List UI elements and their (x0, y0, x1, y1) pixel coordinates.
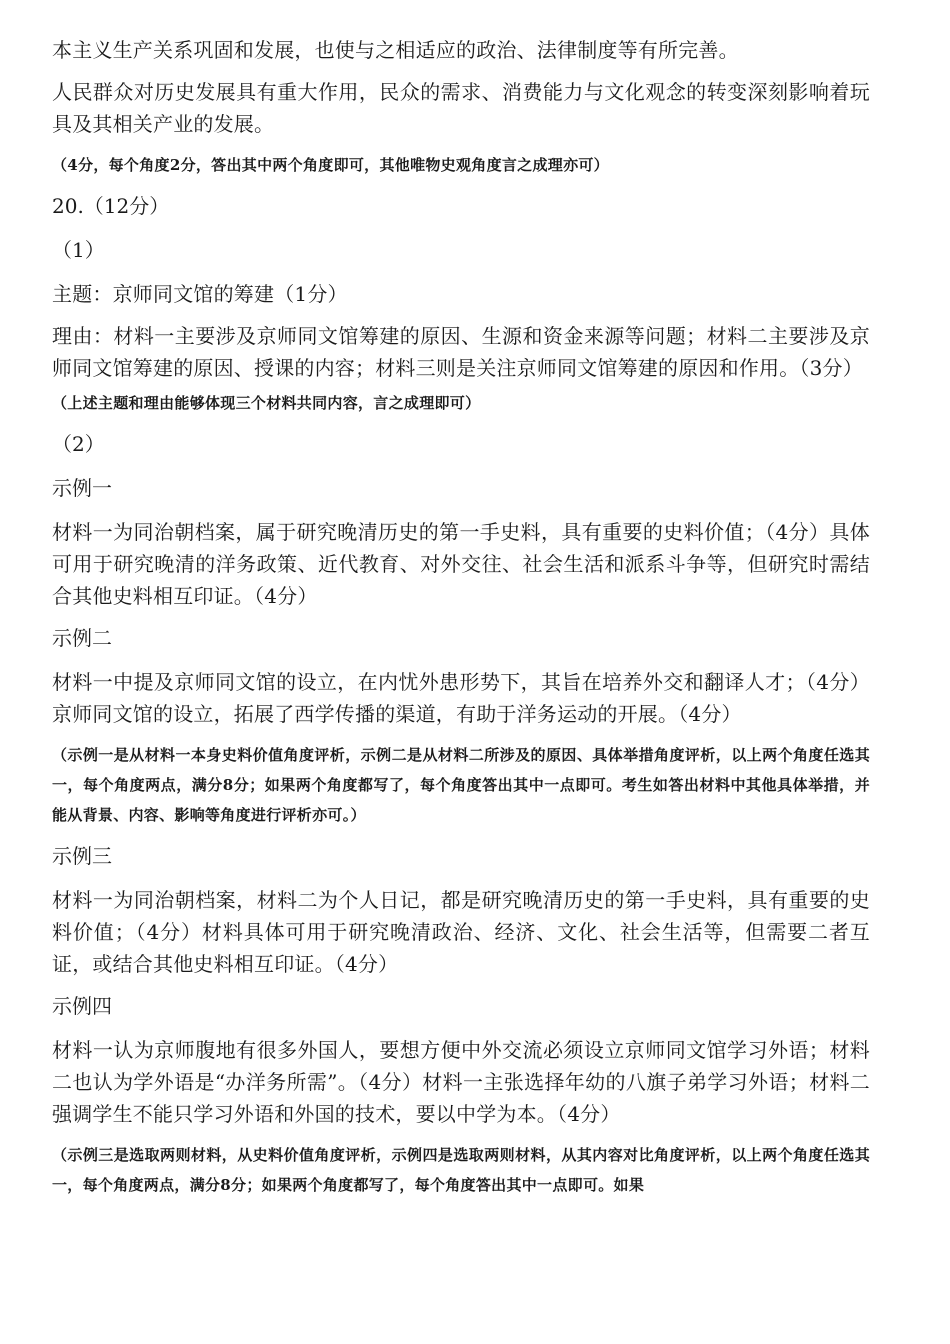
reason-paragraph: 理由：材料一主要涉及京师同文馆筹建的原因、生源和资金来源等问题；材料二主要涉及京师同文馆筹建的原因、授课的内容；材料三则是关注京师同文馆筹建的原因和作用。（3分） (52, 324, 870, 380)
paragraph-continuation: 本主义生产关系巩固和发展，也使与之相适应的政治、法律制度等有所完善。 (52, 38, 739, 62)
example-2-title: 示例二 (52, 626, 112, 650)
example-4-text: 材料一认为京师腹地有很多外国人，要想方便中外交流必须设立京师同文馆学习外语；材料二也认为学外语是“办洋务所需”。（4分）材料一主张选择年幼的八旗子弟学习外语；材料二强调学生不能只学习外语和外国的技术，要以中学为本。（4分） (52, 1038, 870, 1126)
example-3-title: 示例三 (52, 844, 112, 868)
example-4-title: 示例四 (52, 994, 112, 1018)
part-1-label: （1） (52, 238, 105, 262)
theme-scoring-note: （上述主题和理由能够体现三个材料共同内容，言之成理即可） (52, 394, 481, 412)
question-20-title: 20.（12分） (52, 194, 170, 218)
examples-1-2-scoring-note: （示例一是从材料一本身史料价值角度评析，示例二是从材料二所涉及的原因、具体举措角度评析，以上两个角度任选其一，每个角度两点，满分8分；如果两个角度都写了，每个角度答出其中一点即可。考生如答出材料中其他具体举措，并能从背景、内容、影响等角度进行评析亦可。） (52, 746, 870, 824)
paragraph-masses: 人民群众对历史发展具有重大作用，民众的需求、消费能力与文化观念的转变深刻影响着玩具及其相关产业的发展。 (52, 80, 870, 136)
theme-line: 主题：京师同文馆的筹建（1分） (52, 282, 348, 306)
example-3-text: 材料一为同治朝档案，材料二为个人日记，都是研究晚清历史的第一手史料，具有重要的史料价值；（4分）材料具体可用于研究晚清政治、经济、文化、社会生活等，但需要二者互证，或结合其他史料相互印证。（4分） (52, 888, 870, 976)
part-2-label: （2） (52, 432, 105, 456)
example-1-text: 材料一为同治朝档案，属于研究晚清历史的第一手史料，具有重要的史料价值；（4分）具体可用于研究晚清的洋务政策、近代教育、对外交往、社会生活和派系斗争等，但研究时需结合其他史料相互印证。（4分） (52, 520, 870, 608)
example-1-title: 示例一 (52, 476, 112, 500)
example-2-text: 材料一中提及京师同文馆的设立，在内忧外患形势下，其旨在培养外交和翻译人才；（4分）京师同文馆的设立，拓展了西学传播的渠道，有助于洋务运动的开展。（4分） (52, 670, 870, 726)
examples-3-4-scoring-note: （示例三是选取两则材料，从史料价值角度评析，示例四是选取两则材料，从其内容对比角度评析，以上两个角度任选其一，每个角度两点，满分8分；如果两个角度都写了，每个角度答出其中一点即可。如果 (52, 1146, 870, 1194)
scoring-note-19: （4分，每个角度2分，答出其中两个角度即可，其他唯物史观角度言之成理亦可） (52, 156, 609, 174)
document-page (52, 34, 870, 1210)
